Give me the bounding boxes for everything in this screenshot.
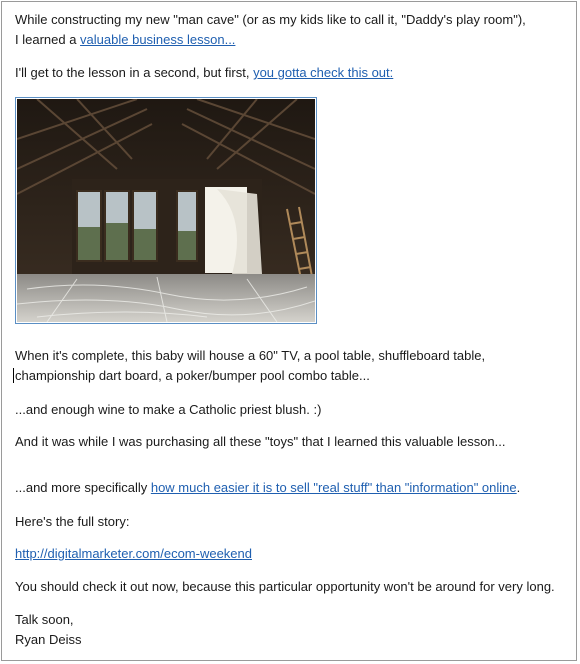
signoff-paragraph: [15, 610, 81, 650]
check-this-out-link[interactable]: you gotta check this out:: [253, 65, 394, 80]
check-now-paragraph: You should check it out now, because this particular opportunity won't be around for very long.: [15, 579, 555, 594]
signoff-text: Talk soon,: [15, 612, 74, 627]
real-stuff-link[interactable]: how much easier it is to sell "real stuff" than "information" online: [150, 480, 517, 495]
text-cursor: [13, 368, 14, 383]
complete-line-1: When it's complete, this baby will house a 60" TV, a pool table, shuffleboard table,: [15, 348, 486, 363]
room-construction-photo[interactable]: [15, 97, 317, 324]
intro-line-2-prefix: I learned a: [15, 32, 81, 47]
check-prefix: I'll get to the lesson in a second, but first,: [15, 65, 254, 80]
valuable-lesson-link[interactable]: valuable business lesson...: [80, 32, 236, 47]
complete-paragraph: [15, 346, 485, 386]
check-paragraph: [15, 63, 393, 83]
ecom-weekend-link[interactable]: http://digitalmarketer.com/ecom-weekend: [15, 546, 252, 561]
signature-text: Ryan Deiss: [15, 632, 82, 647]
specific-prefix: ...and more specifically: [15, 480, 151, 495]
room-construction-photo-icon: [17, 99, 315, 322]
full-story-text: Here's the full story:: [15, 514, 130, 529]
intro-paragraph: [15, 10, 526, 50]
specific-suffix: .: [516, 480, 521, 495]
intro-line-1: While constructing my new "man cave" (or as my kids like to call it, "Daddy's play room"),: [15, 12, 526, 27]
complete-line-2: championship dart board, a poker/bumper pool combo table...: [15, 368, 370, 383]
specific-paragraph: [15, 478, 520, 498]
wine-paragraph: ...and enough wine to make a Catholic priest blush. :): [15, 402, 322, 417]
url-paragraph: [15, 544, 252, 564]
toys-paragraph: And it was while I was purchasing all these "toys" that I learned this valuable lesson...: [15, 434, 506, 449]
